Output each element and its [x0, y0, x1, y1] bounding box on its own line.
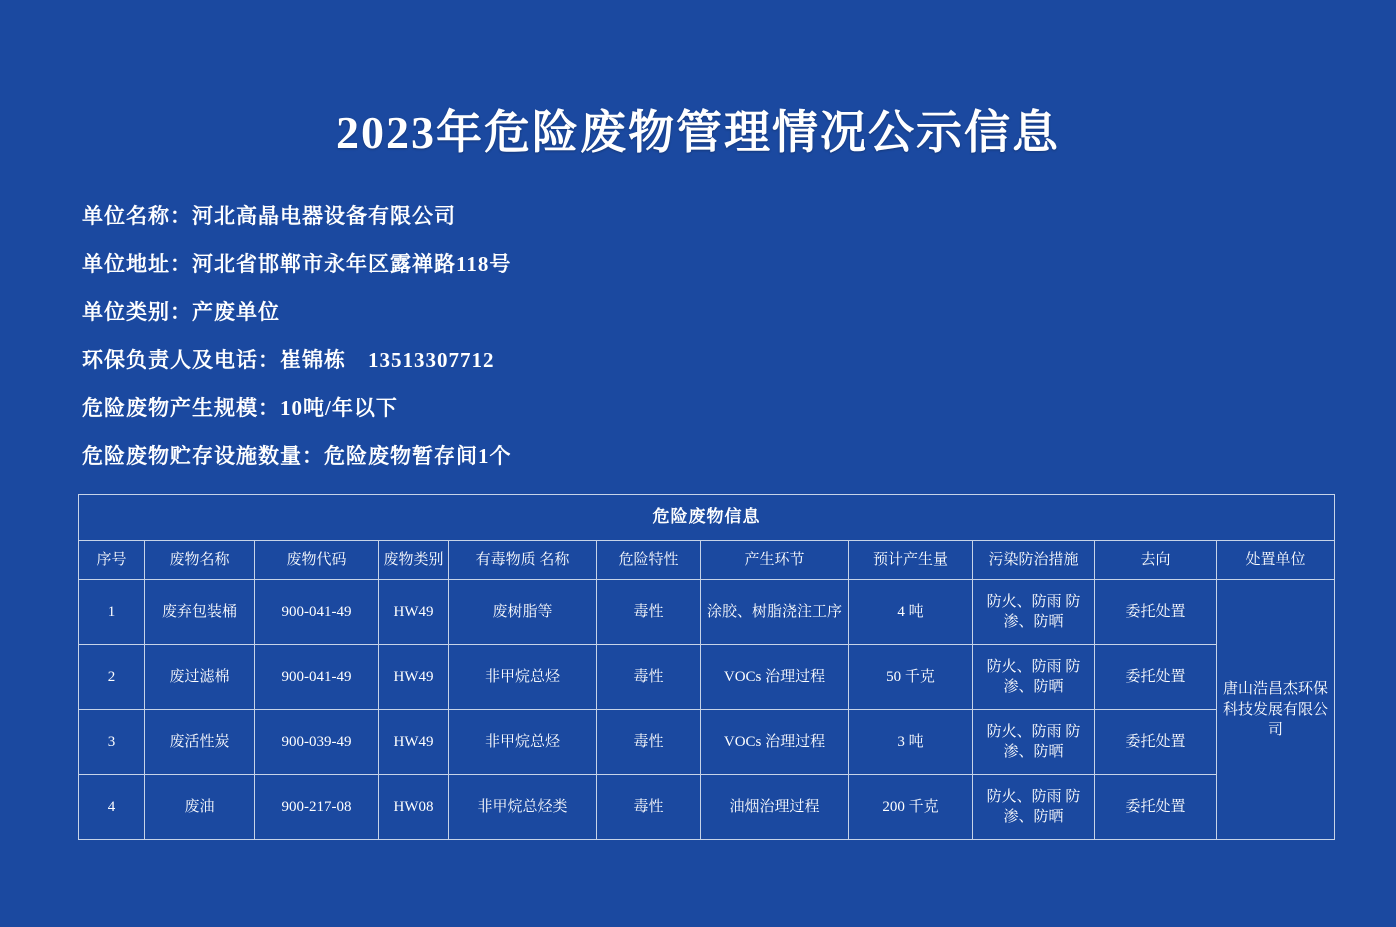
cell-waste-name: 废弃包装桶 — [145, 580, 255, 645]
cell-direction: 委托处置 — [1095, 775, 1217, 840]
cell-generation-stage: VOCs 治理过程 — [701, 645, 849, 710]
cell-no: 3 — [79, 710, 145, 775]
table-head — [79, 495, 1335, 580]
info-company-name: 单位名称：河北高晶电器设备有限公司 — [82, 204, 456, 228]
header-pollution-measures: 污染防治措施 — [973, 540, 1095, 579]
info-env-officer-contact: 环保负责人及电话：崔锦栋 13513307712 — [82, 348, 495, 372]
cell-estimated-amount: 50 千克 — [849, 645, 973, 710]
header-waste-name: 废物名称 — [145, 540, 255, 579]
info-company-category: 单位类别：产废单位 — [82, 300, 280, 324]
cell-no: 2 — [79, 645, 145, 710]
cell-waste-code: 900-039-49 — [255, 710, 379, 775]
cell-pollution-measures: 防火、防雨 防渗、防晒 — [973, 580, 1095, 645]
cell-generation-stage: 涂胶、树脂浇注工序 — [701, 580, 849, 645]
table-row — [79, 645, 1335, 710]
cell-waste-code: 900-041-49 — [255, 580, 379, 645]
cell-pollution-measures: 防火、防雨 防渗、防晒 — [973, 645, 1095, 710]
cell-hazard-property: 毒性 — [597, 710, 701, 775]
cell-estimated-amount: 3 吨 — [849, 710, 973, 775]
cell-waste-category: HW49 — [379, 580, 449, 645]
table-row — [79, 580, 1335, 645]
cell-pollution-measures: 防火、防雨 防渗、防晒 — [973, 775, 1095, 840]
company-info-list — [70, 206, 1326, 467]
cell-waste-name: 废活性炭 — [145, 710, 255, 775]
table-row — [79, 710, 1335, 775]
header-estimated-amount: 预计产生量 — [849, 540, 973, 579]
cell-waste-category: HW08 — [379, 775, 449, 840]
header-waste-code: 废物代码 — [255, 540, 379, 579]
cell-waste-code: 900-217-08 — [255, 775, 379, 840]
header-direction: 去向 — [1095, 540, 1217, 579]
info-storage-facility-count: 危险废物贮存设施数量：危险废物暂存间1个 — [82, 444, 512, 468]
cell-estimated-amount: 200 千克 — [849, 775, 973, 840]
cell-toxic-substance: 非甲烷总烃 — [449, 710, 597, 775]
cell-waste-code: 900-041-49 — [255, 645, 379, 710]
cell-hazard-property: 毒性 — [597, 645, 701, 710]
table-band-row — [79, 495, 1335, 541]
info-company-address: 单位地址：河北省邯郸市永年区露禅路118号 — [82, 252, 512, 276]
cell-waste-name: 废油 — [145, 775, 255, 840]
header-disposal-unit: 处置单位 — [1217, 540, 1335, 579]
cell-estimated-amount: 4 吨 — [849, 580, 973, 645]
cell-direction: 委托处置 — [1095, 580, 1217, 645]
cell-direction: 委托处置 — [1095, 710, 1217, 775]
hazardous-waste-table-wrap — [70, 494, 1329, 840]
table-header-row — [79, 540, 1335, 579]
cell-generation-stage: VOCs 治理过程 — [701, 710, 849, 775]
cell-hazard-property: 毒性 — [597, 775, 701, 840]
cell-toxic-substance: 非甲烷总烃类 — [449, 775, 597, 840]
cell-generation-stage: 油烟治理过程 — [701, 775, 849, 840]
header-hazard-property: 危险特性 — [597, 540, 701, 579]
info-waste-scale: 危险废物产生规模：10吨/年以下 — [82, 396, 398, 420]
header-generation-stage: 产生环节 — [701, 540, 849, 579]
cell-toxic-substance: 非甲烷总烃 — [449, 645, 597, 710]
cell-pollution-measures: 防火、防雨 防渗、防晒 — [973, 710, 1095, 775]
header-toxic-substance: 有毒物质 名称 — [449, 540, 597, 579]
page-title: 2023年危险废物管理情况公示信息 — [336, 107, 1060, 158]
cell-waste-category: HW49 — [379, 645, 449, 710]
cell-hazard-property: 毒性 — [597, 580, 701, 645]
cell-no: 1 — [79, 580, 145, 645]
table-band-title: 危险废物信息 — [79, 495, 1335, 541]
cell-no: 4 — [79, 775, 145, 840]
cell-direction: 委托处置 — [1095, 645, 1217, 710]
table-row — [79, 775, 1335, 840]
cell-waste-name: 废过滤棉 — [145, 645, 255, 710]
cell-waste-category: HW49 — [379, 710, 449, 775]
cell-disposal-unit: 唐山浩昌杰环保科技发展有限公司 — [1217, 580, 1335, 840]
hazardous-waste-table — [78, 494, 1335, 840]
table-body — [79, 580, 1335, 840]
cell-toxic-substance: 废树脂等 — [449, 580, 597, 645]
header-no: 序号 — [79, 540, 145, 579]
header-waste-category: 废物类别 — [379, 540, 449, 579]
